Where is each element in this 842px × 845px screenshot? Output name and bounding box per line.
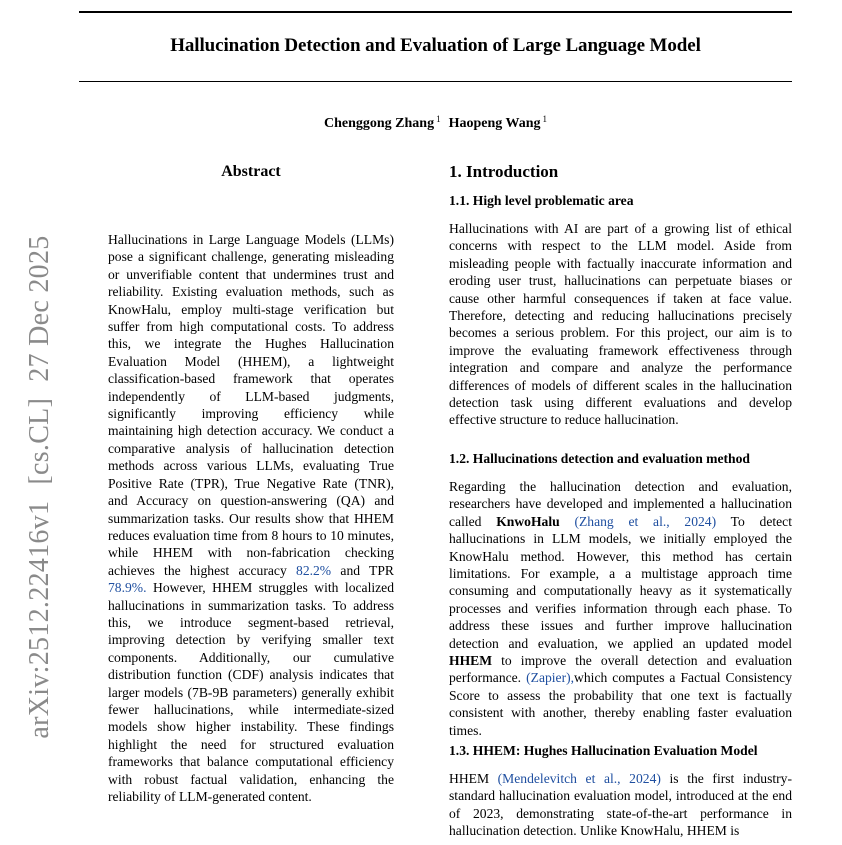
title-bottom-rule (79, 81, 792, 82)
method-name: KnwoHalu (496, 513, 560, 529)
paragraph-text: Regarding the hallucination detection and evaluation, researchers have developed and implemented a hallucination called (449, 479, 792, 529)
tpr-value: 78.9%. (108, 580, 147, 596)
subsection-heading: 1.3. HHEM: Hughes Hallucination Evaluation Model (449, 743, 758, 758)
paragraph-text: which computes a Factual Consistency Score to assess the probability that one text is factually consistent with another, thereby enabling faster evaluation times. (449, 670, 792, 738)
author-list (79, 114, 792, 132)
paragraph (449, 770, 792, 840)
paragraph-text: is the first industry-standard hallucination evaluation model, introduced at the end of 2023, demonstrating state-of-the-art performance in hallucination detection. Unlike KnowHalu, HHEM is (449, 771, 793, 839)
section-heading: 1. Introduction (449, 162, 559, 181)
paragraph-text: To detect hallucinations in LLM models, we initially employed the KnowHalu method. However, this method has certain limitations. For example, a a multistage approach time consuming and computationally heavy as it systematically processes and verifies information through each phase. To address these issues and further improve hallucination detection and evaluation, we applied an updated model (449, 513, 792, 651)
subsection-heading: 1.2. Hallucinations detection and evaluation method (449, 451, 750, 466)
author-name: Chenggong Zhang (323, 116, 435, 131)
citation-link[interactable]: (Zhang et al., 2024) (574, 513, 717, 529)
citation-link[interactable]: (Mendelevitch et al., 2024) (497, 771, 661, 786)
abstract-text: However, HHEM struggles with localized hallucinations in summarization tasks. To address this, we introduce segment-based retrieval, improving detection by verifying smaller text components. Additionally, our cumulative distribution function (CDF) analysis indicates that larger models (7B-9B parameters) generally exhibit fewer hallucinations, while intermediate-sized models show higher instability. These findings highlight the need for structured evaluation frameworks that balance computational efficiency with robust factual validation, enhancing the reliability of LLM-generated content. (108, 580, 394, 804)
author-name: Haopeng Wang (448, 116, 541, 131)
subsection-heading: 1.1. High level problematic area (449, 193, 634, 208)
paragraph-text: HHEM (449, 771, 490, 786)
abstract-heading: Abstract (221, 163, 281, 180)
abstract-text: Hallucinations in Large Language Models (LLMs) pose a significant challenge, generating misleading or unverifiable content that undermines trust and reliability. Existing evaluation methods, such as KnowHalu, employ multi-stage verification but suffer from high computational costs. To address this, we integrate the Hughes Hallucination Evaluation Model (HHEM), a lightweight classification-based framework that operates independently of LLM-based judgments, significantly improving efficiency while maintaining high detection accuracy. We conduct a comparative analysis of hallucination detection methods across various LLMs, evaluating True Positive Rate (TPR), True Negative Rate (TNR), and Accuracy on question-answering (QA) and summarization tasks. Our results show that HHEM reduces evaluation time from 8 hours to 10 minutes, while HHEM with non-fabrication checking achieves the highest accuracy (108, 232, 394, 578)
author-affiliation: 1 (542, 114, 548, 124)
paper-title: Hallucination Detection and Evaluation of Large Language Model (170, 35, 701, 56)
abstract-text: and TPR (340, 562, 394, 578)
paragraph-text: to improve the overall detection and evaluation performance. (449, 653, 792, 686)
arxiv-id: arXiv:2512.22416v1 (24, 500, 55, 739)
arxiv-stamp (24, 235, 56, 738)
abstract-body (108, 231, 394, 805)
citation-link[interactable]: (Zapier), (526, 670, 575, 686)
accuracy-value: 82.2% (296, 562, 332, 578)
title-top-rule (79, 11, 792, 13)
paragraph (449, 478, 792, 739)
author-affiliation: 1 (436, 114, 441, 124)
arxiv-date: 27 Dec 2025 (24, 235, 55, 382)
paragraph: Hallucinations with AI are part of a growing list of ethical concerns with respect to the LLM model. Aside from misleading people with factually inaccurate information and eroding user trust, hallucinations can perpetuate biases or cause other harmful consequences if taken at face value. Therefore, detecting and reducing hallucinations precisely becomes a serious problem. For this project, our aim is to improve the evaluating framework effectiveness through integration and compare and analyze the performance differences of models of different scales in the hallucination detection task using different evaluations and develop effective structure to reduce hallucination. (449, 221, 792, 428)
arxiv-category: [cs.CL] (24, 397, 55, 485)
method-name: HHEM (449, 653, 493, 669)
